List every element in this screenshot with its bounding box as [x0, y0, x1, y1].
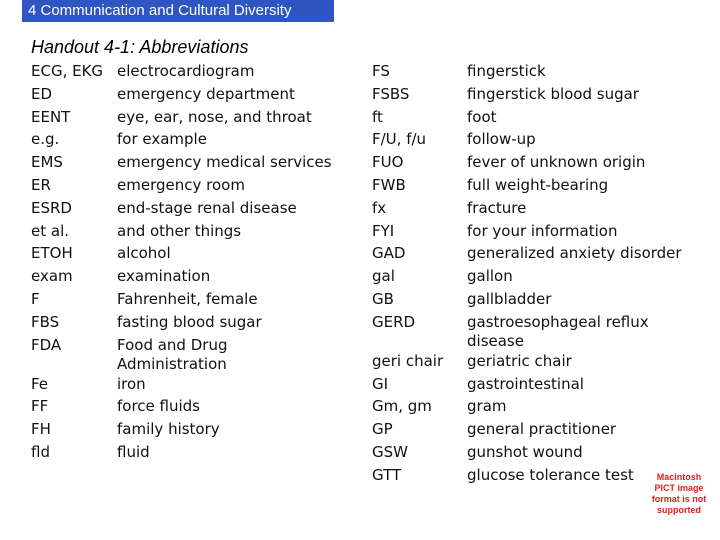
definition: alcohol [117, 244, 171, 263]
definition: emergency room [117, 175, 245, 194]
list-item [31, 313, 332, 336]
abbreviation: FS [372, 62, 390, 80]
abbreviation: Gm, gm [372, 397, 432, 416]
definition: eye, ear, nose, and throat [117, 107, 312, 126]
list-item [31, 153, 332, 176]
definition: gastrointestinal [467, 374, 584, 393]
list-item [31, 176, 332, 199]
abbreviation: exam [31, 267, 73, 286]
abbreviation: EMS [31, 153, 63, 172]
definition: glucose tolerance test [467, 465, 634, 484]
list-item [372, 267, 707, 290]
list-item [372, 222, 707, 245]
list-item [372, 352, 707, 375]
list-item [372, 176, 707, 199]
definition: fasting blood sugar [117, 312, 262, 331]
definition: fluid [117, 442, 150, 461]
header-title: 4 Communication and Cultural Diversity [22, 0, 334, 22]
list-item [31, 85, 332, 108]
abbreviation: ED [31, 84, 53, 103]
list-item [31, 267, 332, 290]
definition: generalized anxiety disorder [467, 244, 682, 263]
abbreviation: ESRD [31, 198, 72, 217]
abbreviation: GTT [372, 465, 402, 484]
definition: fever of unknown origin [467, 153, 646, 172]
abbreviation: ETOH [31, 244, 73, 263]
list-item [372, 85, 707, 108]
list-item [31, 397, 332, 420]
handout-title: Handout 4-1: Abbreviations [31, 37, 249, 57]
list-item [31, 62, 332, 85]
abbreviation-list-right [372, 62, 707, 489]
list-item [372, 244, 707, 267]
definition: follow-up [467, 130, 536, 149]
definition: electrocardiogram [117, 62, 255, 80]
abbreviation: e.g. [31, 130, 60, 149]
definition: for example [117, 130, 207, 149]
list-item [31, 199, 332, 222]
list-item [372, 62, 707, 85]
list-item [372, 130, 707, 153]
list-item [372, 290, 707, 313]
abbreviation: FUO [372, 153, 404, 172]
definition: emergency medical services [117, 153, 332, 172]
definition: iron [117, 374, 146, 393]
abbreviation: FYI [372, 221, 395, 240]
definition: end-stage renal disease [117, 198, 297, 217]
definition: and other things [117, 221, 242, 240]
abbreviation: GI [372, 374, 389, 393]
definition: gunshot wound [467, 442, 583, 461]
list-item [372, 420, 707, 443]
abbreviation: FH [31, 420, 51, 439]
abbreviation: GSW [372, 442, 408, 461]
definition: examination [117, 267, 211, 286]
unsupported-image-placeholder: Macintosh PICT image format is not supported [651, 472, 707, 515]
definition: fingerstick blood sugar [467, 84, 639, 103]
abbreviation: gal [372, 267, 395, 286]
abbreviation: Fe [31, 374, 49, 393]
abbreviation: ft [372, 107, 383, 126]
definition: emergency department [117, 84, 295, 103]
abbreviation: geri chair [372, 351, 444, 370]
abbreviation: fx [372, 198, 387, 217]
definition: fracture [467, 198, 527, 217]
definition: gallbladder [467, 289, 552, 308]
list-item [31, 375, 332, 398]
list-item [31, 290, 332, 313]
abbreviation-list-left [31, 62, 332, 466]
list-item [372, 108, 707, 131]
definition: full weight-bearing [467, 175, 609, 194]
abbreviation: FDA [31, 335, 62, 354]
abbreviation: EENT [31, 107, 71, 126]
abbreviation: ECG, EKG [31, 62, 104, 80]
abbreviation: ER [31, 175, 51, 194]
abbreviation: GP [372, 420, 393, 439]
abbreviation: F [31, 289, 40, 308]
definition: geriatric chair [467, 351, 572, 370]
definition: for your information [467, 221, 618, 240]
definition: foot [467, 107, 497, 126]
list-item [31, 336, 332, 375]
definition: gastroesophageal reflux disease [467, 312, 649, 351]
list-item [31, 222, 332, 245]
list-item [372, 375, 707, 398]
definition: family history [117, 420, 220, 439]
list-item [31, 108, 332, 131]
definition: Food and Drug Administration [117, 335, 228, 374]
abbreviation: GB [372, 289, 394, 308]
abbreviation: FBS [31, 312, 60, 331]
definition: gallon [467, 267, 513, 286]
abbreviation: fld [31, 442, 50, 461]
definition: gram [467, 397, 507, 416]
abbreviation: F/U, f/u [372, 130, 427, 149]
abbreviation: GAD [372, 244, 406, 263]
abbreviation: et al. [31, 221, 70, 240]
list-item [372, 199, 707, 222]
list-item [31, 443, 332, 466]
abbreviation: GERD [372, 312, 416, 331]
definition: general practitioner [467, 420, 617, 439]
list-item [31, 130, 332, 153]
list-item [31, 420, 332, 443]
abbreviation: FSBS [372, 84, 410, 103]
definition: force fluids [117, 397, 200, 416]
definition: fingerstick [467, 62, 546, 80]
list-item [372, 313, 707, 352]
list-item [372, 397, 707, 420]
abbreviation: FWB [372, 175, 406, 194]
abbreviation: FF [31, 397, 49, 416]
definition: Fahrenheit, female [117, 289, 258, 308]
list-item [372, 443, 707, 466]
list-item [31, 244, 332, 267]
list-item [372, 153, 707, 176]
